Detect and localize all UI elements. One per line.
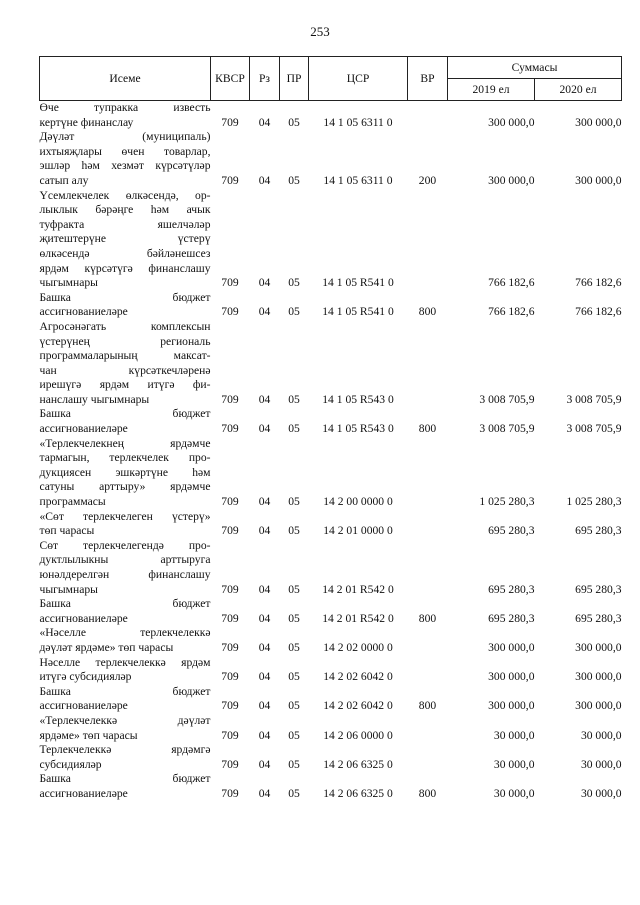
table-row [40,714,622,743]
row-name-line: ихтыяҗлары өчен товарлар, [39,144,211,158]
row-pr: 05 [288,173,300,187]
row-kvsr: 709 [221,582,239,596]
header-kvsr: КВСР [211,57,250,101]
table-row [40,189,622,291]
row-vr [408,626,448,655]
row-pr: 05 [288,728,300,742]
row-vr: 800 [418,699,437,713]
row-name [40,685,211,714]
header-sums: Суммасы [448,57,622,79]
row-name-line: субсидияләр [39,757,102,771]
row-rz: 04 [258,786,271,800]
row-sum-2019: 300 000,0 [488,699,535,713]
row-name-line: үстерүнең региональ [39,334,211,348]
table-body [40,101,622,802]
budget-table [39,56,622,802]
row-pr: 05 [288,276,300,290]
row-name-line: җитештерүне үстерү [39,232,211,246]
row-kvsr: 709 [221,422,239,436]
row-sum-2019: 766 182,6 [488,276,535,290]
row-name-line: ассигнованиеләре [39,786,128,800]
row-sum-2020: 3 008 705,9 [566,392,622,406]
row-pr: 05 [288,115,300,129]
row-csr: 14 2 00 0000 0 [323,495,393,509]
row-rz: 04 [258,670,271,684]
row-sum-2020: 30 000,0 [580,786,622,800]
row-name-line: Өче тупракка известь [39,101,211,114]
row-pr: 05 [288,392,300,406]
row-name [40,743,211,772]
row-name-line: Башка бюджет [39,597,211,611]
row-sum-2019: 3 008 705,9 [479,392,535,406]
page-number: 253 [310,24,330,39]
row-name-line: сатып алу [39,173,89,187]
row-csr: 14 2 06 6325 0 [323,786,393,800]
row-rz: 04 [258,640,271,654]
row-name-line: кертүне финанслау [39,115,134,129]
row-name-line: Башка бюджет [39,290,211,304]
row-name-line: лыклык бәрәңге һәм ачык [39,203,211,217]
table-row [40,685,622,714]
table-row [40,407,622,436]
table-row [40,320,622,408]
row-csr: 14 1 05 R543 0 [322,392,394,406]
row-sum-2020: 300 000,0 [575,115,622,129]
row-name-line: дәүләт ярдәме» төп чарасы [39,640,174,654]
row-csr: 14 1 05 6311 0 [323,115,393,129]
row-csr: 14 2 01 R542 0 [322,611,394,625]
row-sum-2020: 695 280,3 [575,524,622,538]
table-row [40,656,622,685]
row-pr: 05 [288,611,300,625]
row-name-line: программасы [39,495,106,509]
row-name-line: дукциясен эшкәртүне һәм [39,465,211,479]
row-name-line: туфракта яшелчәләр [39,217,211,231]
row-name-line: Үсемлекчелек өлкәсендә, ор- [39,188,211,202]
header-rz: Рз [250,57,280,101]
row-kvsr: 709 [221,115,239,129]
row-sum-2020: 3 008 705,9 [566,422,622,436]
row-csr: 14 2 02 0000 0 [323,640,393,654]
row-rz: 04 [258,276,271,290]
row-name-line: ассигнованиеләре [39,422,128,436]
row-rz: 04 [258,173,271,187]
row-sum-2020: 300 000,0 [575,173,622,187]
row-name-line: тармагын, терлекчелек про- [39,451,211,465]
table-row [40,626,622,655]
row-pr: 05 [288,582,300,596]
row-csr: 14 1 05 R543 0 [322,422,394,436]
row-sum-2020: 30 000,0 [580,757,622,771]
row-name-line: ассигнованиеләре [39,305,128,319]
row-sum-2020: 300 000,0 [575,670,622,684]
row-name [40,291,211,320]
row-kvsr: 709 [221,611,239,625]
header-vr: ВР [408,57,448,101]
row-sum-2020: 1 025 280,3 [566,495,622,509]
row-csr: 14 2 01 R542 0 [322,582,394,596]
row-kvsr: 709 [221,495,239,509]
row-vr [408,539,448,597]
row-pr: 05 [288,495,300,509]
row-name-line: «Сөт терлекчелеген үстерү» [39,509,211,523]
row-name-line: программаларының максат- [39,349,211,363]
row-sum-2020: 30 000,0 [580,728,622,742]
row-vr [408,101,448,131]
row-name [40,320,211,408]
row-vr [408,437,448,510]
row-csr: 14 1 05 R541 0 [322,305,394,319]
row-sum-2019: 3 008 705,9 [479,422,535,436]
row-sum-2019: 30 000,0 [493,786,535,800]
row-name-line: ассигнованиеләре [39,611,128,625]
row-name [40,714,211,743]
row-name [40,510,211,539]
row-sum-2019: 30 000,0 [493,728,535,742]
row-name-line: Сөт терлекчелегендә про- [39,538,211,552]
row-kvsr: 709 [221,524,239,538]
row-sum-2019: 695 280,3 [488,524,535,538]
row-kvsr: 709 [221,786,239,800]
row-pr: 05 [288,524,300,538]
row-sum-2020: 766 182,6 [575,305,622,319]
row-vr [408,189,448,291]
row-sum-2019: 695 280,3 [488,582,535,596]
row-name-line: «Терлекчелекнең ярдәмче [39,436,211,450]
row-kvsr: 709 [221,392,239,406]
row-pr: 05 [288,305,300,319]
row-vr: 800 [418,305,437,319]
row-name [40,539,211,597]
row-name-line: сатуны арттыру» ярдәмче [39,480,211,494]
row-vr: 800 [418,422,437,436]
row-name [40,101,211,131]
row-sum-2019: 30 000,0 [493,757,535,771]
row-vr: 200 [418,173,437,187]
row-sum-2019: 300 000,0 [488,173,535,187]
row-csr: 14 1 05 6311 0 [323,173,393,187]
row-rz: 04 [258,115,271,129]
row-name-line: өлкәсендә бәйләнешсез [39,246,211,260]
row-name-line: төп чарасы [39,524,95,538]
row-name-line: чыгымнары [39,582,98,596]
row-pr: 05 [288,422,300,436]
row-vr [408,320,448,408]
row-name-line: «Нәселле терлекчелеккә [39,626,211,640]
row-name [40,189,211,291]
row-rz: 04 [258,495,271,509]
row-vr [408,714,448,743]
row-rz: 04 [258,757,271,771]
row-name-line: Башка бюджет [39,772,211,786]
table-row [40,539,622,597]
row-name-line: Башка бюджет [39,684,211,698]
row-name-line: эшләр һәм хезмәт күрсәтүләр [39,159,211,173]
row-rz: 04 [258,582,271,596]
row-vr: 800 [418,611,437,625]
row-kvsr: 709 [221,305,239,319]
row-name [40,772,211,801]
row-kvsr: 709 [221,670,239,684]
header-year-2019: 2019 ел [448,79,535,101]
row-name-line: ярдәме» төп чарасы [39,728,138,742]
row-name-line: ассигнованиеләре [39,699,128,713]
row-name-line: ярдәм күрсәтүгә финанслашу [39,261,211,275]
row-name-line: «Терлекчелеккә дәүләт [39,713,211,727]
row-rz: 04 [258,524,271,538]
table-row [40,291,622,320]
row-name-line: ирешүгә ярдәм итүгә фи- [39,378,211,392]
row-csr: 14 2 02 6042 0 [323,670,393,684]
row-rz: 04 [258,699,271,713]
row-rz: 04 [258,728,271,742]
row-name-line: юнәлдерелгән финанслашу [39,568,211,581]
row-sum-2020: 300 000,0 [575,699,622,713]
row-sum-2020: 695 280,3 [575,582,622,596]
row-sum-2020: 695 280,3 [575,611,622,625]
row-name-line: нанслашу чыгымнары [39,392,150,406]
row-name [40,656,211,685]
header-name: Исеме [40,57,211,101]
table-row [40,130,622,188]
header-pr: ПР [280,57,309,101]
row-name [40,437,211,510]
row-pr: 05 [288,670,300,684]
row-sum-2019: 300 000,0 [488,670,535,684]
row-name-line: Башка бюджет [39,407,211,421]
table-row [40,101,622,131]
row-name-line: дуктлылыкны арттыруга [39,553,211,567]
row-rz: 04 [258,611,271,625]
row-vr [408,656,448,685]
row-sum-2020: 300 000,0 [575,640,622,654]
table-row [40,772,622,801]
row-kvsr: 709 [221,699,239,713]
row-name [40,597,211,626]
row-name [40,407,211,436]
row-name-line: итүгә субсидияләр [39,670,132,684]
row-name-line: Нәселле терлекчелеккә ярдәм [39,655,211,669]
row-csr: 14 1 05 R541 0 [322,276,394,290]
row-sum-2019: 300 000,0 [488,115,535,129]
row-rz: 04 [258,305,271,319]
row-name-line: Дәүләт (муниципаль) [39,130,211,144]
row-pr: 05 [288,699,300,713]
row-vr [408,510,448,539]
row-pr: 05 [288,757,300,771]
row-csr: 14 2 01 0000 0 [323,524,393,538]
row-kvsr: 709 [221,173,239,187]
row-name-line: Агросәнәгать комплексын [39,319,211,333]
row-kvsr: 709 [221,276,239,290]
row-sum-2019: 766 182,6 [488,305,535,319]
row-name [40,626,211,655]
row-name-line: чыгымнары [39,276,98,290]
table-row [40,743,622,772]
row-csr: 14 2 06 0000 0 [323,728,393,742]
row-sum-2019: 695 280,3 [488,611,535,625]
row-csr: 14 2 02 6042 0 [323,699,393,713]
row-vr [408,743,448,772]
table-header [40,57,622,101]
row-sum-2020: 766 182,6 [575,276,622,290]
row-pr: 05 [288,640,300,654]
row-sum-2019: 300 000,0 [488,640,535,654]
row-kvsr: 709 [221,640,239,654]
row-pr: 05 [288,786,300,800]
row-csr: 14 2 06 6325 0 [323,757,393,771]
row-rz: 04 [258,392,271,406]
row-name-line: чан күрсәткечләренә [39,363,211,377]
header-csr: ЦСР [309,57,408,101]
row-kvsr: 709 [221,728,239,742]
row-kvsr: 709 [221,757,239,771]
row-name [40,130,211,188]
table-row [40,510,622,539]
row-rz: 04 [258,422,271,436]
row-sum-2019: 1 025 280,3 [479,495,535,509]
row-vr: 800 [418,786,437,800]
row-name-line: Терлекчелеккә ярдәмгә [39,743,211,757]
table-row [40,437,622,510]
header-year-2020: 2020 ел [535,79,622,101]
table-row [40,597,622,626]
